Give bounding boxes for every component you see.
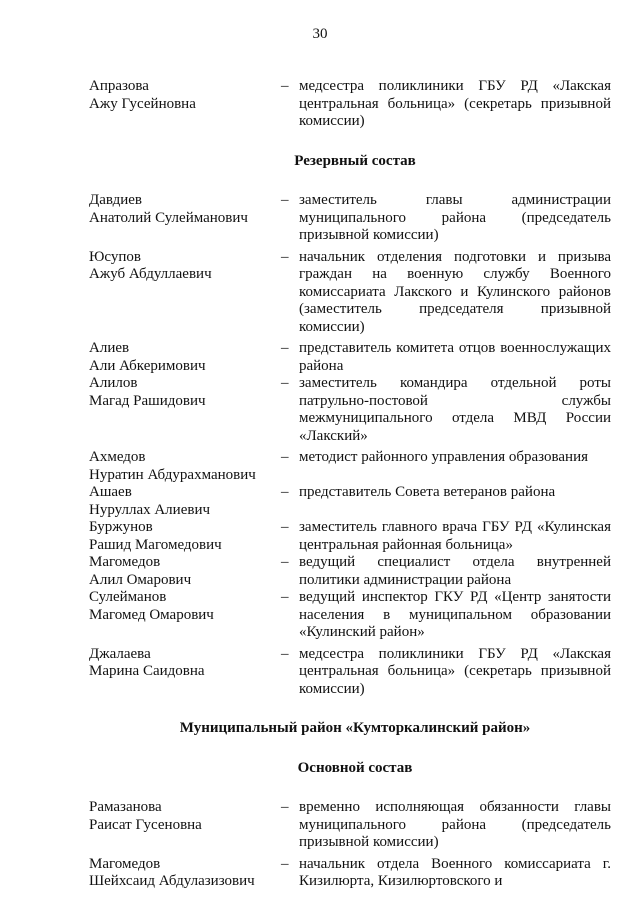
member-entry	[89, 856, 611, 891]
member-entry	[89, 799, 611, 852]
member-surname: Алиев	[89, 340, 130, 356]
member-surname: Магомедов	[89, 855, 161, 872]
member-given-name: Ажуб Абдуллаевич	[89, 266, 212, 282]
member-role: заместитель командира отдельной роты патрульно-постовой службы межмуниципального отдела МВД России «Лакский»	[299, 375, 611, 444]
entry-dash: –	[281, 375, 289, 391]
entry-dash: –	[281, 192, 289, 208]
entry-dash: –	[281, 554, 289, 570]
member-surname: Юсупов	[89, 248, 141, 265]
member-entry	[89, 340, 611, 375]
entry-dash: –	[281, 449, 289, 465]
section-heading-reserve: Резервный состав	[294, 152, 416, 169]
member-surname: Алилов	[89, 375, 138, 391]
member-name	[89, 249, 281, 337]
document-body	[89, 78, 611, 891]
member-name	[89, 340, 281, 375]
member-name	[89, 484, 281, 519]
member-given-name: Нуратин Абдурахманович	[89, 466, 256, 483]
member-surname: Апразова	[89, 78, 149, 94]
member-surname: Ашаев	[89, 484, 132, 500]
member-surname: Магомедов	[89, 554, 161, 570]
member-entry	[89, 519, 611, 554]
member-role: медсестра поликлиники ГБУ РД «Лакская центральная больница» (секретарь призывной комиссии)	[299, 78, 611, 129]
member-entry	[89, 78, 611, 131]
member-entry	[89, 375, 611, 445]
member-surname: Буржунов	[89, 519, 153, 535]
member-given-name: Раисат Гусеновна	[89, 816, 202, 833]
member-given-name: Алил Омарович	[89, 571, 192, 588]
member-given-name: Нуруллах Алиевич	[89, 501, 211, 518]
entry-dash: –	[281, 248, 289, 265]
member-name	[89, 192, 281, 245]
member-name	[89, 589, 281, 642]
entry-dash: –	[281, 589, 289, 605]
member-role: медсестра поликлиники ГБУ РД «Лакская центральная больница» (секретарь призывной комиссии)	[299, 645, 611, 697]
member-name	[89, 449, 281, 484]
page-number: 30	[312, 26, 328, 42]
member-given-name: Магад Рашидович	[89, 392, 206, 409]
entry-dash: –	[281, 484, 289, 500]
member-name	[89, 799, 281, 852]
member-entry	[89, 589, 611, 642]
member-role: методист районного управления образования	[299, 449, 589, 465]
member-role: заместитель главного врача ГБУ РД «Кулинская центральная районная больница»	[299, 519, 611, 553]
member-role: ведущий специалист отдела внутренней политики администрации района	[299, 554, 611, 588]
member-surname: Давдиев	[89, 192, 142, 208]
entry-dash: –	[281, 519, 289, 535]
section-heading-district: Муниципальный район «Кумторкалинский район»	[179, 720, 531, 736]
member-surname: Джалаева	[89, 645, 151, 662]
member-given-name: Ажу Гусейновна	[89, 95, 196, 112]
member-name	[89, 78, 281, 131]
member-given-name: Магомед Омарович	[89, 606, 214, 623]
member-surname: Рамазанова	[89, 799, 162, 815]
member-entry	[89, 449, 611, 484]
member-given-name: Марина Саидовна	[89, 663, 205, 679]
section-heading-main: Основной состав	[297, 759, 413, 776]
entry-dash: –	[281, 340, 289, 356]
member-entry	[89, 484, 611, 519]
member-surname: Ахмедов	[89, 449, 146, 465]
member-name	[89, 375, 281, 445]
member-entry	[89, 554, 611, 589]
entry-dash: –	[281, 799, 289, 815]
member-role: ведущий инспектор ГКУ РД «Центр занятости населения в муниципальном образовании «Кулинский район»	[299, 589, 611, 640]
member-role: начальник отдела Военного комиссариата г. Кизилюрта, Кизилюртовского и	[299, 855, 611, 889]
member-name	[89, 519, 281, 554]
member-role: заместитель главы администрации муниципального района (председатель призывной комиссии)	[299, 192, 611, 243]
member-given-name: Рашид Магомедович	[89, 536, 222, 553]
member-role: начальник отделения подготовки и призыва граждан на военную службу Военного комиссариата Лакского и Кулинского районов (заместитель председателя призывной комиссии)	[299, 248, 611, 335]
member-surname: Сулейманов	[89, 589, 167, 605]
entry-dash: –	[281, 78, 289, 94]
member-entry	[89, 192, 611, 245]
member-role: временно исполняющая обязанности главы муниципального района (председатель призывной комиссии)	[299, 799, 611, 850]
entry-dash: –	[281, 645, 289, 662]
member-entry	[89, 646, 611, 699]
member-given-name: Шейхсаид Абдулазизович	[89, 873, 255, 889]
member-name	[89, 554, 281, 589]
member-name	[89, 646, 281, 699]
member-given-name: Анатолий Сулейманович	[89, 209, 248, 226]
member-role: представитель комитета отцов военнослужащих района	[299, 340, 611, 374]
member-given-name: Али Абкеримович	[89, 357, 206, 374]
member-entry	[89, 249, 611, 337]
entry-dash: –	[281, 855, 289, 872]
member-role: представитель Совета ветеранов района	[299, 484, 556, 500]
member-name	[89, 856, 281, 891]
